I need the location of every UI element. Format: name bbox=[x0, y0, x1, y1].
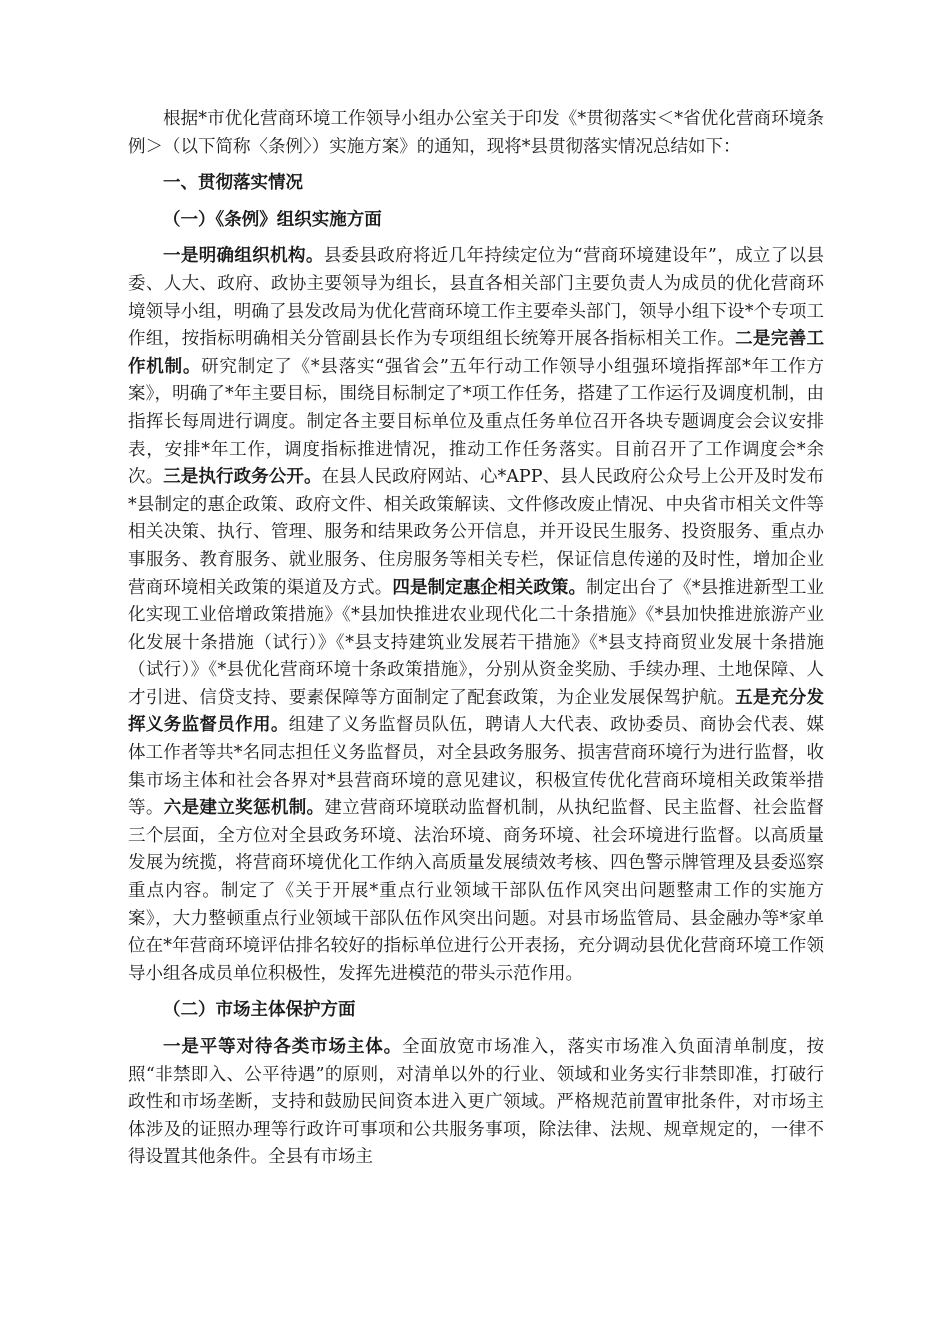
body-text: 组建了义务监督员队伍，聘请人大代表、政协委员、商协会代表、媒体工作者等共*名同志担任义务监督员，对全县政务服务、损害营商环境行为进行监督，收集市场主体和社会各界对*县营商环境的意见建议，积极宣传优化营商环境相关政策举措等。 bbox=[128, 715, 825, 819]
lead-phrase: 三是执行政务公开。 bbox=[163, 467, 322, 488]
body-paragraph-1 bbox=[128, 243, 824, 988]
lead-phrase: 一是明确组织机构。 bbox=[163, 246, 324, 267]
subsection-heading-2: （二）市场主体保护方面 bbox=[163, 1000, 356, 1021]
body-text: 全面放宽市场准入，落实市场准入负面清单制度，按照“非禁即入、公平待遇”的原则，对清单以外的行业、领域和业务实行非禁即准，打破行政性和市场垄断，支持和鼓励民间资本进入更广领域。严格规范前置审批条件，对市场主体涉及的证照办理等行政许可事项和公共服务事项，除法律、法规、规章规定的，一律不得设置其他条件。全县有市场主 bbox=[128, 1037, 824, 1168]
body-paragraph-2 bbox=[128, 1034, 824, 1172]
body-text: 建立营商环境联动监督机制，从执纪监督、民主监督、社会监督三个层面，全方位对全县政务环境、法治环境、商务环境、社会环境进行监督。以高质量发展为统揽，将营商环境优化工作纳入高质量发展绩效考核、四色警示牌管理及县委巡察重点内容。制定了《关于开展*重点行业领域干部队伍作风突出问题整肃工作的实施方案》，大力整顿重点行业领域干部队伍作风突出问题。对县市场监管局、县金融办等*家单位在*年营商环境评估排名较好的指标单位进行公开表扬，充分调动县优化营商环境工作领导小组各成员单位积极性，发挥先进模范的带头示范作用。 bbox=[128, 798, 825, 984]
subsection-heading-1: （一）《条例》组织实施方面 bbox=[163, 209, 382, 230]
body-text: 研究制定了《*县落实“强省会”五年行动工作领导小组强环境指挥部*年工作方案》，明确了*年主要目标，围绕目标制定了*项工作任务，搭建了工作运行及调度机制，由指挥长每周进行调度。制定各主要目标单位及重点任务单位召开各块专题调度会会议安排表，安排*年工作，调度指标推进情况，推动工作任务落实。目前召开了工作调度会*余次。 bbox=[128, 356, 825, 488]
document-page bbox=[128, 106, 824, 1172]
lead-phrase: 五是充分发挥义务监督员作用。 bbox=[128, 687, 824, 736]
lead-phrase: 六是建立奖惩机制。 bbox=[163, 798, 325, 819]
lead-phrase: 四是制定惠企相关政策。 bbox=[392, 577, 587, 598]
lead-phrase: 二是完善工作机制。 bbox=[128, 329, 824, 377]
body-text: 制定出台了《*县推进新型工业化实现工业倍增政策措施》《*县加快推进农业现代化二十条措施》《*县加快推进旅游产业化发展十条措施（试行）》《*县支持建筑业发展若干措施》《*县支持商贸业发展十条措施（试行）》《*县优化营商环境十条政策措施》，分别从资金奖励、手续办理、土地保障、人才引进、信贷支持、要素保障等方面制定了配套政策，为企业发展保驾护航。 bbox=[128, 577, 825, 708]
body-text: 县委县政府将近几年持续定位为“营商环境建设年”，成立了以县委、人大、政府、政协主要领导为组长，县直各相关部门主要负责人为成员的优化营商环境领导小组，明确了县发改局为优化营商环境工作主要牵头部门，领导小组下设*个专项工作组，按指标明确相关分管副县长作为专项组组长统筹开展各指标相关工作。 bbox=[128, 246, 824, 350]
intro-paragraph: 根据*市优化营商环境工作领导小组办公室关于印发《*贯彻落实＜*省优化营商环境条例＞（以下简称〈条例〉）实施方案》的通知，现将*县贯彻落实情况总结如下： bbox=[128, 109, 824, 157]
lead-phrase: 一是平等对待各类市场主体。 bbox=[163, 1037, 403, 1057]
section-heading-1: 一、贯彻落实情况 bbox=[163, 173, 303, 194]
body-text: 在县人民政府网站、心*APP、县人民政府公众号上公开及时发布*县制定的惠企政策、政府文件、相关政策解读、文件修改废止情况、中央省市相关文件等相关决策、执行、管理、服务和结果政务公开信息，并开设民生服务、投资服务、重点办事服务、教育服务、就业服务、住房服务等相关专栏，保证信息传递的及时性，增加企业营商环境相关政策的渠道及方式。 bbox=[128, 467, 825, 598]
